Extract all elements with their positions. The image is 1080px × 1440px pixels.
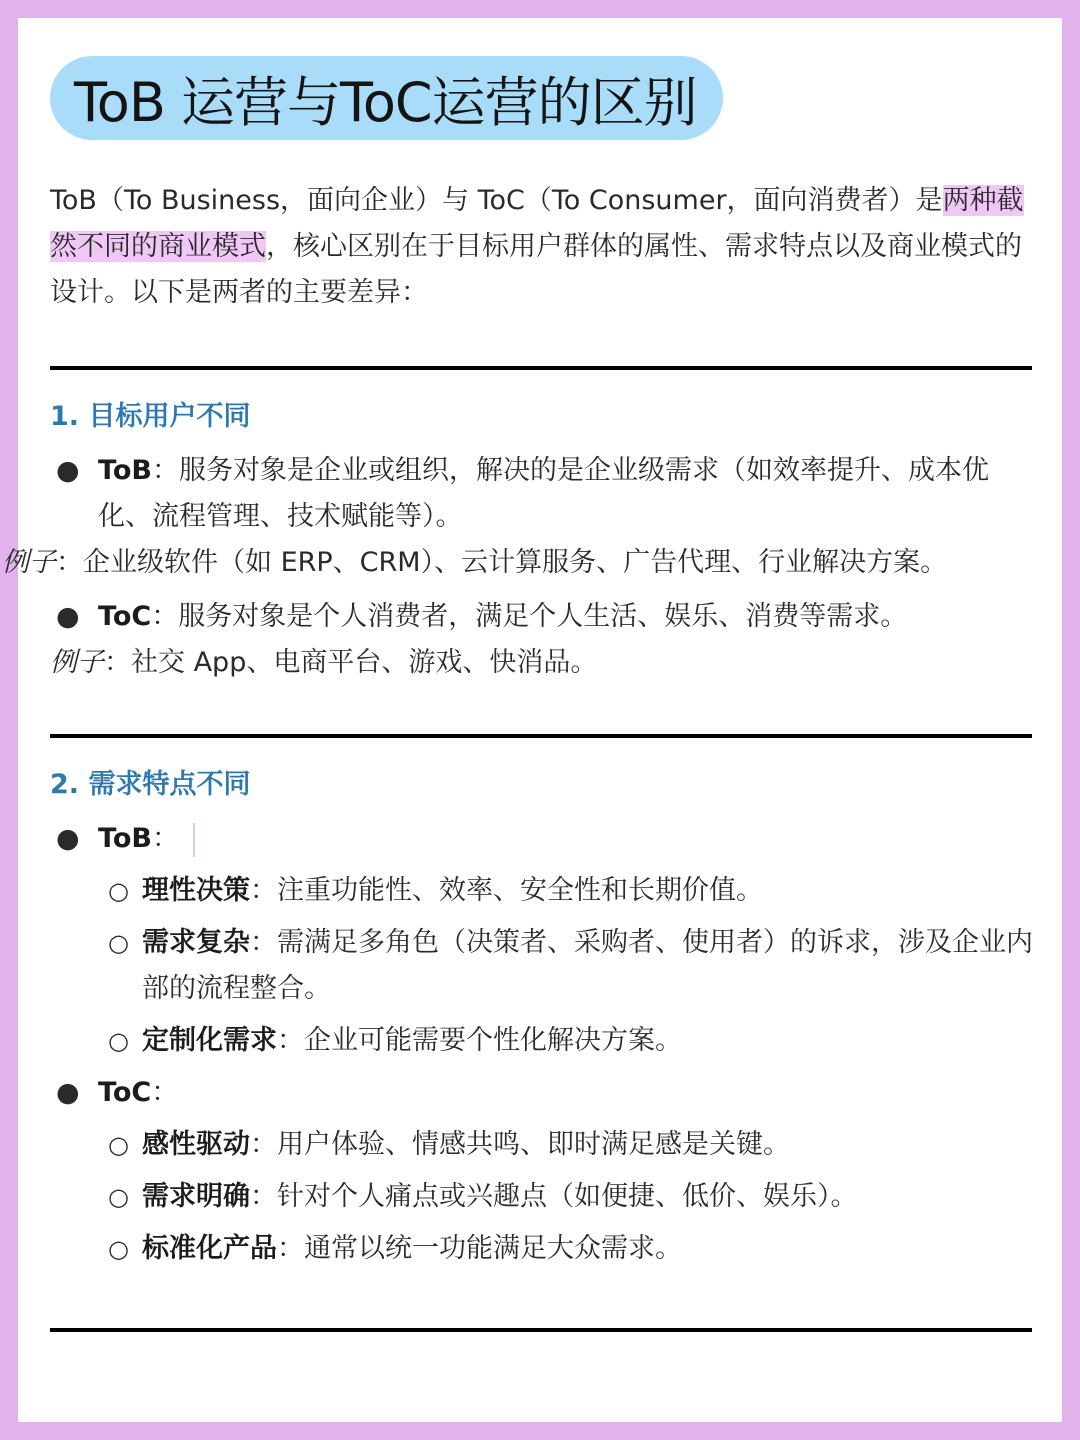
sub-item (50, 1122, 1040, 1168)
tob-label: ToB (98, 823, 152, 854)
tob-example-label: 例子 (2, 547, 56, 578)
sub-item (50, 1226, 1040, 1272)
text-cursor (193, 823, 195, 857)
list-item-toc (50, 594, 1040, 640)
sub-item-text: ：用户体验、情感共鸣、即时满足感是关键。 (250, 1129, 790, 1160)
intro-text-before: ToB（To Business，面向企业）与 ToC（To Consumer，面向消费者）是 (50, 185, 943, 216)
toc-label: ToC (98, 1077, 152, 1108)
divider-2 (50, 734, 1032, 738)
toc-label: ToC (98, 601, 152, 632)
divider-3 (50, 1328, 1032, 1332)
tob-label: ToB (98, 455, 152, 486)
circle-bullet-icon: ○ (108, 929, 129, 957)
sub-item-text: ：通常以统一功能满足大众需求。 (277, 1233, 682, 1264)
section-1-body (2, 448, 1040, 686)
sub-item (50, 868, 1040, 914)
sub-item (50, 920, 1040, 1012)
page-title: ToB 运营与ToC运营的区别 (74, 70, 697, 134)
list-item-tob (50, 448, 1040, 540)
divider-1 (50, 366, 1032, 370)
circle-bullet-icon: ○ (108, 1183, 129, 1211)
bullet-icon: ● (56, 455, 80, 486)
sub-item-label: 需求复杂 (142, 927, 250, 958)
toc-example (50, 640, 1040, 686)
sub-item-label: 感性驱动 (142, 1129, 250, 1160)
intro-text-after: ，核心区别在于目标用户群体的属性、需求特点以及商业模式的设计。以下是两者的主要差异： (50, 231, 1022, 308)
sub-item-text: ：针对个人痛点或兴趣点（如便捷、低价、娱乐）。 (250, 1181, 858, 1212)
list-item-toc (50, 1070, 1040, 1116)
tob-example (2, 540, 1040, 586)
sub-item (50, 1174, 1040, 1220)
section-1-title: 1. 目标用户不同 (50, 401, 251, 432)
sub-item-text: ：需满足多角色（决策者、采购者、使用者）的诉求，涉及企业内部的流程整合。 (142, 927, 1033, 1004)
bullet-icon: ● (56, 601, 80, 632)
toc-example-text: ：社交 App、电商平台、游戏、快消品。 (104, 647, 598, 678)
section-2-title: 2. 需求特点不同 (50, 769, 251, 800)
sub-item (50, 1018, 1040, 1064)
intro-highlight: 两种截然不同的商业模式 (50, 185, 1024, 262)
list-item-tob (50, 816, 1040, 862)
title-pill (50, 56, 723, 140)
sub-item-text: ：企业可能需要个性化解决方案。 (277, 1025, 682, 1056)
tob-example-text: ：企业级软件（如 ERP、CRM）、云计算服务、广告代理、行业解决方案。 (56, 547, 948, 578)
sub-item-label: 理性决策 (142, 875, 250, 906)
tob-colon: ： (151, 823, 179, 854)
content-card (2, 18, 1062, 1422)
sub-item-text: ：注重功能性、效率、安全性和长期价值。 (250, 875, 763, 906)
bullet-icon: ● (56, 1077, 80, 1108)
toc-colon: ： (151, 1077, 179, 1108)
bullet-icon: ● (56, 823, 80, 854)
tob-description: ：服务对象是企业或组织，解决的是企业级需求（如效率提升、成本优化、流程管理、技术赋能等）。 (98, 455, 989, 532)
sub-item-label: 标准化产品 (142, 1233, 277, 1264)
circle-bullet-icon: ○ (108, 1235, 129, 1263)
intro-paragraph (50, 178, 1040, 316)
circle-bullet-icon: ○ (108, 877, 129, 905)
sub-item-label: 需求明确 (142, 1181, 250, 1212)
toc-example-label: 例子 (50, 647, 104, 678)
toc-description: ：服务对象是个人消费者，满足个人生活、娱乐、消费等需求。 (151, 601, 908, 632)
circle-bullet-icon: ○ (108, 1027, 129, 1055)
circle-bullet-icon: ○ (108, 1131, 129, 1159)
sub-item-label: 定制化需求 (142, 1025, 277, 1056)
section-2-body (50, 816, 1040, 1272)
